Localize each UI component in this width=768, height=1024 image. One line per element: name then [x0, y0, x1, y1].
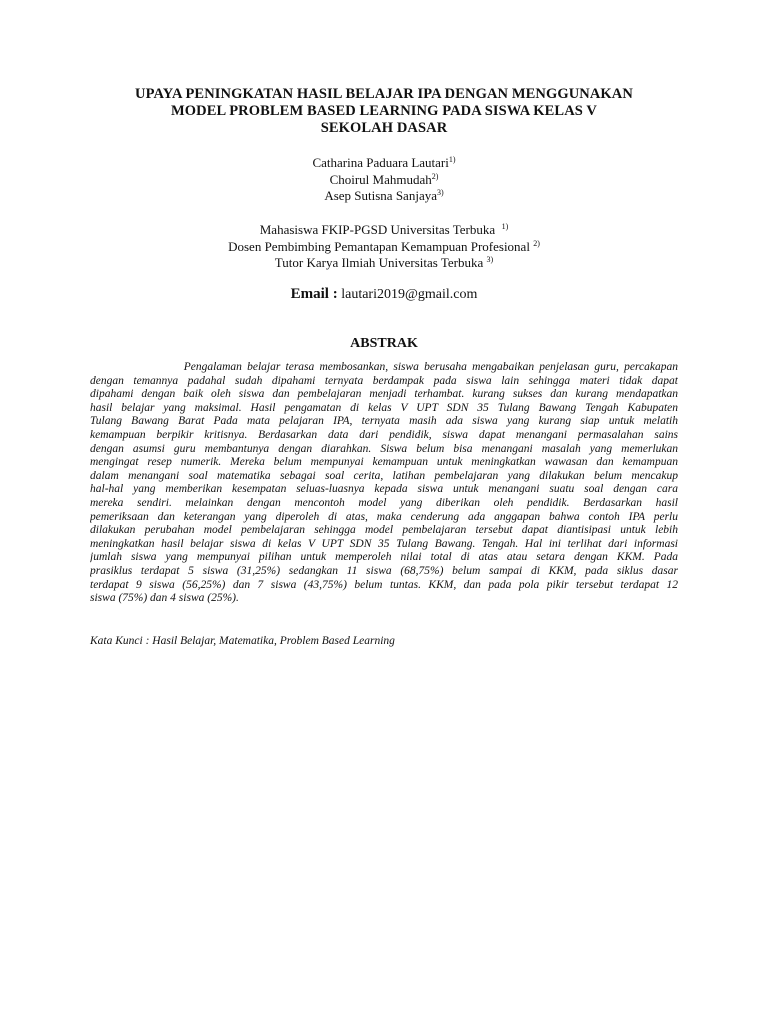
- keywords-line: Kata Kunci : Hasil Belajar, Matematika, Problem Based Learning: [90, 635, 395, 647]
- author-mark: 3): [436, 188, 444, 197]
- affiliation-text: Dosen Pembimbing Pemantapan Kemampuan Profesional: [228, 238, 530, 254]
- abstract-line: hasil belajar yang maksimal. Hasil pengamatan di kelas V UPT SDN 35 Tulang Bawang Tengah Kabupaten: [90, 401, 678, 414]
- affiliation-text: Mahasiswa FKIP-PGSD Universitas Terbuka: [259, 222, 496, 237]
- title-line: UPAYA PENINGKATAN HASIL BELAJAR IPA DENGAN MENGGUNAKAN: [135, 86, 633, 102]
- author-name: Choirul Mahmudah: [329, 171, 432, 187]
- author: [90, 188, 678, 205]
- abstract-line: dalam menangani soal matematika sebagai soal cerita, latihan pembelajaran yang dilakukan belum mencakup: [90, 469, 678, 482]
- abstract-line: hal-hal yang memberikan kesempatan seluas-luasnya kepada siswa untuk menangani suatu soal dengan cara: [90, 483, 678, 496]
- abstract-line: dipahami dengan baik oleh siswa dan pembelajaran menjadi terhambat. kurang sukses dan kurang mendapatkan: [90, 388, 678, 401]
- affiliation: [90, 222, 678, 239]
- abstract-line: mereka sendiri. melainkan dengan mencontoh model yang diberikan oleh pendidik. Berdasarkan hasil: [90, 496, 678, 509]
- affiliation-text: Tutor Karya Ilmiah Universitas Terbuka: [274, 255, 484, 270]
- abstract-line: dengan temannya padahal sudah dipahami ternyata berdampak pada siswa lain sehingga materi tidak dapat: [90, 374, 678, 387]
- author: [90, 172, 678, 189]
- email-address: lautari2019@gmail.com: [341, 287, 478, 302]
- affiliation-mark: 1): [501, 222, 509, 231]
- email-line: [90, 285, 678, 304]
- abstract-line: mengingat resep numerik. Mereka belum mempunyai kemampuan untuk meningkatkan wawasan dan kemampuan: [90, 456, 678, 469]
- abstract-line: pemeriksaan dan keterangan yang diperoleh di atas, maka cenderung ada anggapan bahwa contoh IPA perlu: [90, 510, 678, 523]
- affiliation-mark: 3): [486, 255, 494, 264]
- abstract-line: Tulang Bawang Barat Pada mata pelajaran IPA, ternyata masih ada siswa yang kurang siap untuk melatih: [90, 415, 678, 428]
- author-mark: 2): [431, 171, 439, 181]
- author-list: [90, 155, 678, 205]
- abstract-line: dilakukan perubahan model pembelajaran sehingga model pembelajaran tersebut dapat diantisipasi untuk lebih: [90, 524, 678, 537]
- abstract-line: siswa (75%) dan 4 siswa (25%).: [90, 592, 239, 605]
- paper-title: [90, 86, 678, 137]
- abstract-line: dengan asumsi guru membantunya dengan diarahkan. Siswa belum bisa menangani masalah yang memerlukan: [90, 442, 678, 455]
- title-line: SEKOLAH DASAR: [320, 120, 448, 136]
- affiliation: [90, 255, 678, 272]
- affiliation-mark: 2): [533, 238, 540, 248]
- abstract-line: meningkatkan hasil belajar siswa di kelas V UPT SDN 35 Tulang Bawang. Tengah. Hal ini terlihat dari informasi: [90, 537, 678, 550]
- author-name: Catharina Paduara Lautari: [312, 155, 449, 170]
- author: [90, 155, 678, 172]
- abstract-body: [90, 361, 678, 606]
- abstract-line: terdapat 9 siswa (56,25%) dan 7 siswa (43,75%) belum tuntas. KKM, dan pada pola pikir tersebut terdapat 12: [90, 578, 678, 591]
- abstract-line-text: Pengalaman belajar terasa membosankan, siswa berusaha mengabaikan penjelasan guru, percakapan: [183, 361, 678, 373]
- author-mark: 1): [448, 155, 456, 164]
- author-name: Asep Sutisna Sanjaya: [324, 188, 437, 203]
- abstract-heading: ABSTRAK: [350, 336, 418, 351]
- affiliation: [90, 239, 678, 256]
- abstract-line: [90, 361, 678, 375]
- title-line: MODEL PROBLEM BASED LEARNING PADA SISWA KELAS V: [171, 103, 597, 119]
- email-label: Email :: [290, 286, 338, 302]
- abstract-line: jumlah siswa yang mempunyai pilihan untuk memperoleh nilai total di atas atau setara dengan KKM. Pada: [90, 551, 678, 564]
- affiliation-list: [90, 222, 678, 272]
- abstract-line: prasiklus terdapat 5 siswa (31,25%) sedangkan 11 siswa (68,75%) belum sampai di KKM, pada siklus dasar: [90, 564, 678, 577]
- abstract-line: kemampuan berpikir kritisnya. Berdasarkan data dari pendidik, siswa dapat menangani permasalahan sains: [90, 428, 678, 441]
